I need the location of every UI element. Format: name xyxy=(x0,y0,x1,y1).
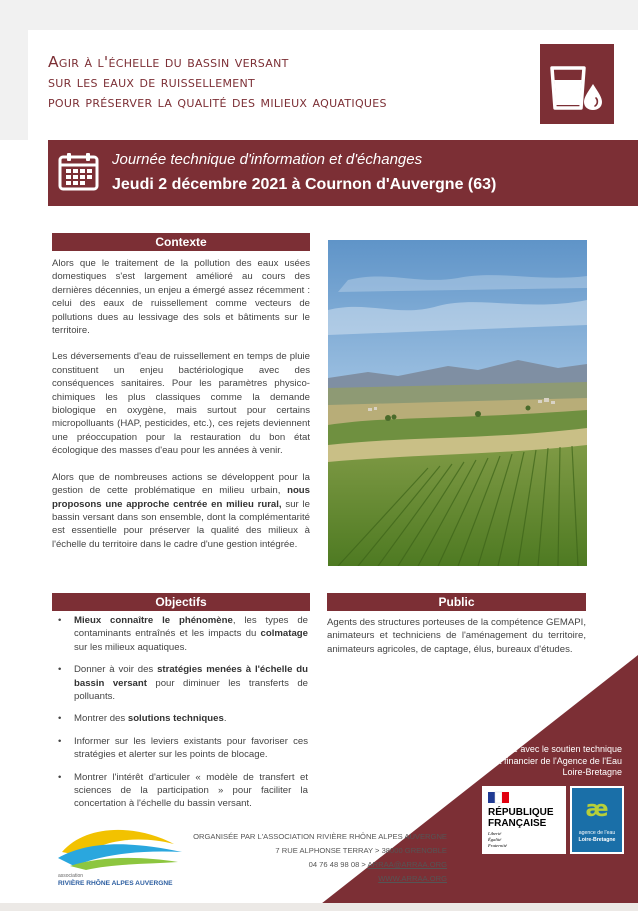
rf-line-2: FRANÇAISE xyxy=(488,818,547,829)
agence-line-2: Loire-Bretagne xyxy=(578,837,616,843)
title-line-2: sur les eaux de ruissellement xyxy=(48,73,256,91)
organizer-website-link[interactable]: WWW.ARRAA.ORG xyxy=(378,874,447,883)
objectif-3-emphasis: solutions techniques xyxy=(127,713,224,725)
footer-bar xyxy=(0,903,638,911)
contexte-p3-start: Alors que de nombreuses actions se développent pour la gestion de cette problématique en milieu urbain, xyxy=(52,471,310,497)
event-date: Jeudi 2 décembre 2021 à Cournon d'Auvergne (63) xyxy=(112,176,497,193)
arraa-name xyxy=(58,872,188,888)
contexte-p3-end: sur le bassin versant dans son ensemble, dont la complémentarité est essentielle pour préserver la qualité des milieux à l'échelle du territoire dans le cadre d'une gestion intégrée. xyxy=(52,498,310,550)
event-subtitle: Journée technique d'information et d'échanges xyxy=(112,151,423,168)
arraa-logo xyxy=(56,822,186,870)
organizer-email-link[interactable]: ARRAA@ARRAA.ORG xyxy=(367,860,447,869)
objectif-1-emphasis: Mieux connaître le phénomène xyxy=(74,615,233,626)
title-line-1: Agir à l'échelle du bassin versant xyxy=(48,53,289,71)
objectif-1-text-end: sur les milieux aquatiques. xyxy=(74,641,188,653)
objectif-1-text: , les types de contaminants entraînés et les impacts du xyxy=(74,615,308,640)
objectif-3-text-end: . xyxy=(223,713,227,725)
title-line-3: pour préserver la qualité des milieux aquatiques xyxy=(48,93,387,111)
organizer-info xyxy=(190,830,447,886)
contexte-heading: Contexte xyxy=(52,233,310,251)
organizer-phone: 04 76 48 98 08 > xyxy=(308,860,368,869)
public-heading: Public xyxy=(327,593,586,611)
bullet: • xyxy=(58,735,62,747)
objectif-2-text-end: pour diminuer les transferts de polluants. xyxy=(74,677,308,703)
objectif-2-emphasis: stratégies menées à l'échelle du bassin versant xyxy=(74,664,308,689)
arraa-small: association xyxy=(58,873,84,879)
contexte-paragraph-1: Alors que le traitement de la pollution des eaux usées domestiques s'est largement amélioré au cours des dernières décennies, un enjeu a émergé assez récemment : celui des eaux de ruissellement comme vecteurs de pollutions dues au lessivage des sols et bâtiments sur le territoire. xyxy=(52,258,310,337)
bullet: • xyxy=(58,713,62,725)
objectif-2-text: Donner à voir des xyxy=(74,664,158,676)
rf-motto-1: Liberté xyxy=(488,831,502,836)
rf-motto-2: Égalité xyxy=(488,837,502,842)
agence-line-1: agence de l'eau xyxy=(578,830,616,836)
contexte-p3-emphasis: nous proposons une approche centrée en milieu rural, xyxy=(52,485,310,510)
bullet: • xyxy=(58,615,62,626)
contexte-paragraph-2: Les déversements d'eau de ruissellement en temps de pluie constituent un enjeu bactériologique avec des conséquences sanitaires. Pour les paramètres physico-chimiques les plus classiques comme la demande biologique en oxygène, mais surtout pour certains micropolluants (HAP, pesticides, etc.), ces rejets deviennent une préoccupation pour la restauration du bon état écologique des masses d'eau pour les années à venir. xyxy=(52,351,310,457)
rf-line-1: RÉPUBLIQUE xyxy=(488,807,554,818)
support-text: Organisée avec le soutien technique et financier de l'Agence de l'Eau Loire-Bretagne xyxy=(476,744,622,777)
agence-eau-logo xyxy=(570,786,624,854)
objectif-3-text: Montrer des xyxy=(74,713,128,725)
objectif-4-text: Informer sur les leviers existants pour favoriser ces stratégies et alerter sur les points de blocage. xyxy=(74,735,308,761)
svg-text:æ: æ xyxy=(585,797,609,822)
bullet: • xyxy=(58,771,62,783)
arraa-full-name: RIVIÈRE RHÔNE ALPES AUVERGNE xyxy=(58,880,173,887)
bullet: • xyxy=(58,664,62,676)
organizer-contact xyxy=(190,858,447,872)
objectif-1-emphasis-2: colmatage xyxy=(260,628,308,640)
organizer-address: 7 RUE ALPHONSE TERRAY > 38000 GRENOBLE xyxy=(275,846,447,855)
rf-motto-3: Fraternité xyxy=(488,843,507,848)
objectifs-heading: Objectifs xyxy=(52,593,310,611)
objectif-5-text: Montrer l'intérêt d'articuler « modèle de transfert et sciences de la participation » pour faciliter la concertation à l'échelle du bassin versant. xyxy=(74,771,308,810)
public-text: Agents des structures porteuses de la compétence GEMAPI, animateurs et techniciens de l'aménagement du territoire, animateurs agricoles, de captage, élus, bureaux d'études. xyxy=(327,617,586,655)
republique-francaise-logo xyxy=(482,786,566,854)
organizer-line: ORGANISÉE PAR L'ASSOCIATION RIVIÈRE RHÔNE ALPES AUVERGNE xyxy=(193,832,447,841)
